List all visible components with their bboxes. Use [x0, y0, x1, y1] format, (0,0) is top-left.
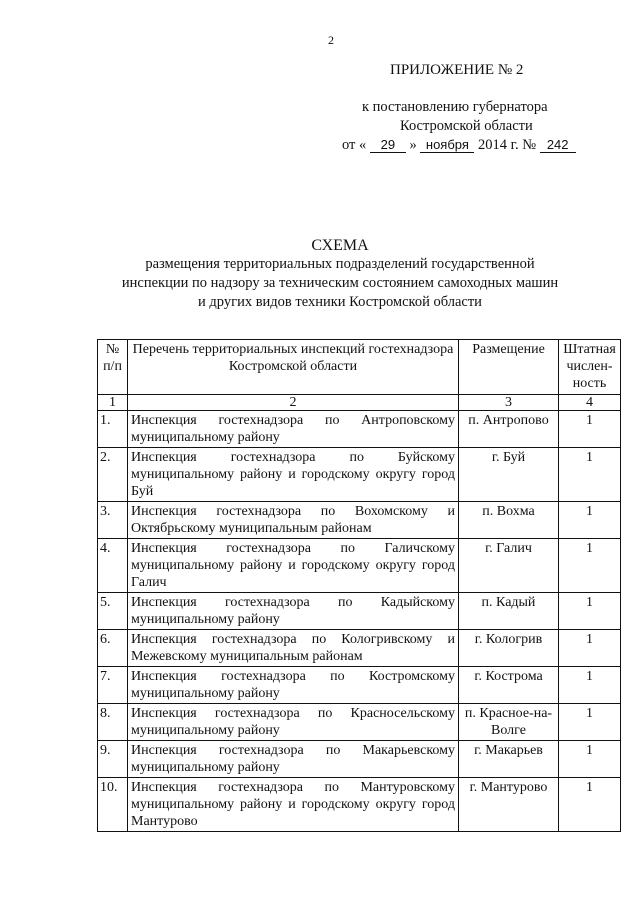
row-place: г. Галич	[459, 539, 559, 593]
column-number: 2	[128, 395, 459, 411]
row-staff: 1	[559, 630, 621, 667]
row-name: Инспекция гостехнадзора по Буйскому муниципальному району и городскому округу город Буй	[128, 448, 459, 502]
header-place: Размещение	[459, 340, 559, 395]
table-row	[98, 741, 621, 778]
decree-line-2: Костромской области	[400, 118, 533, 134]
row-name: Инспекция гостехнадзора по Вохомскому и Октябрьскому муниципальным районам	[128, 502, 459, 539]
row-staff: 1	[559, 539, 621, 593]
column-number-row	[98, 395, 621, 411]
row-place: п. Антропово	[459, 411, 559, 448]
table-row	[98, 778, 621, 832]
row-name: Инспекция гостехнадзора по Мантуровскому муниципальному району и городскому округу город Мантурово	[128, 778, 459, 832]
row-staff: 1	[559, 411, 621, 448]
decree-date-line	[342, 137, 576, 154]
decree-day: 29	[370, 138, 406, 153]
row-staff: 1	[559, 778, 621, 832]
row-num: 1.	[98, 411, 128, 448]
row-num: 4.	[98, 539, 128, 593]
row-name: Инспекция гостехнадзора по Костромскому муниципальному району	[128, 667, 459, 704]
table-row	[98, 502, 621, 539]
row-staff: 1	[559, 667, 621, 704]
table-row	[98, 411, 621, 448]
row-place: г. Макарьев	[459, 741, 559, 778]
row-place: г. Кологрив	[459, 630, 559, 667]
row-num: 8.	[98, 704, 128, 741]
table-row	[98, 448, 621, 502]
document-subtitle: размещения территориальных подразделений государственной инспекции по надзору за техническим состоянием самоходных машин и других видов техники Костромской области	[121, 256, 559, 310]
table-row	[98, 667, 621, 704]
row-place: г. Буй	[459, 448, 559, 502]
row-place: г. Кострома	[459, 667, 559, 704]
row-num: 7.	[98, 667, 128, 704]
title-block	[120, 236, 560, 312]
column-number: 1	[98, 395, 128, 411]
row-name: Инспекция гостехнадзора по Антроповскому муниципальному району	[128, 411, 459, 448]
appendix-label: ПРИЛОЖЕНИЕ № 2	[390, 62, 524, 78]
inspections-table	[97, 339, 621, 832]
page-number: 2	[328, 33, 334, 47]
header-name: Перечень территориальных инспекций гостехнадзора Костромской области	[128, 340, 459, 395]
row-name: Инспекция гостехнадзора по Макарьевскому муниципальному району	[128, 741, 459, 778]
row-staff: 1	[559, 704, 621, 741]
row-staff: 1	[559, 448, 621, 502]
row-num: 5.	[98, 593, 128, 630]
row-num: 10.	[98, 778, 128, 832]
row-staff: 1	[559, 593, 621, 630]
decree-month: ноября	[420, 138, 474, 153]
decree-line-1: к постановлению губернатора	[362, 99, 548, 115]
document-title: СХЕМА	[311, 237, 369, 254]
row-place: п. Красное-на-Волге	[459, 704, 559, 741]
header-num: № п/п	[98, 340, 128, 395]
table-header-row	[98, 340, 621, 395]
column-number: 3	[459, 395, 559, 411]
decree-number: 242	[540, 138, 576, 153]
row-place: г. Мантурово	[459, 778, 559, 832]
decree-prefix: от «	[342, 137, 367, 153]
row-name: Инспекция гостехнадзора по Галичскому муниципальному району и городскому округу город Галич	[128, 539, 459, 593]
decree-year: 2014 г. №	[478, 137, 537, 153]
row-place: п. Кадый	[459, 593, 559, 630]
row-num: 3.	[98, 502, 128, 539]
table-row	[98, 630, 621, 667]
table-row	[98, 593, 621, 630]
decree-mid: »	[409, 137, 417, 153]
row-num: 9.	[98, 741, 128, 778]
table-row	[98, 704, 621, 741]
row-name: Инспекция гостехнадзора по Кадыйскому муниципальному району	[128, 593, 459, 630]
header-staff: Штатная числен-ность	[559, 340, 621, 395]
row-staff: 1	[559, 741, 621, 778]
column-number: 4	[559, 395, 621, 411]
row-num: 2.	[98, 448, 128, 502]
row-name: Инспекция гостехнадзора по Кологривскому и Межевскому муниципальным районам	[128, 630, 459, 667]
row-num: 6.	[98, 630, 128, 667]
row-name: Инспекция гостехнадзора по Красносельскому муниципальному району	[128, 704, 459, 741]
row-staff: 1	[559, 502, 621, 539]
row-place: п. Вохма	[459, 502, 559, 539]
table-row	[98, 539, 621, 593]
